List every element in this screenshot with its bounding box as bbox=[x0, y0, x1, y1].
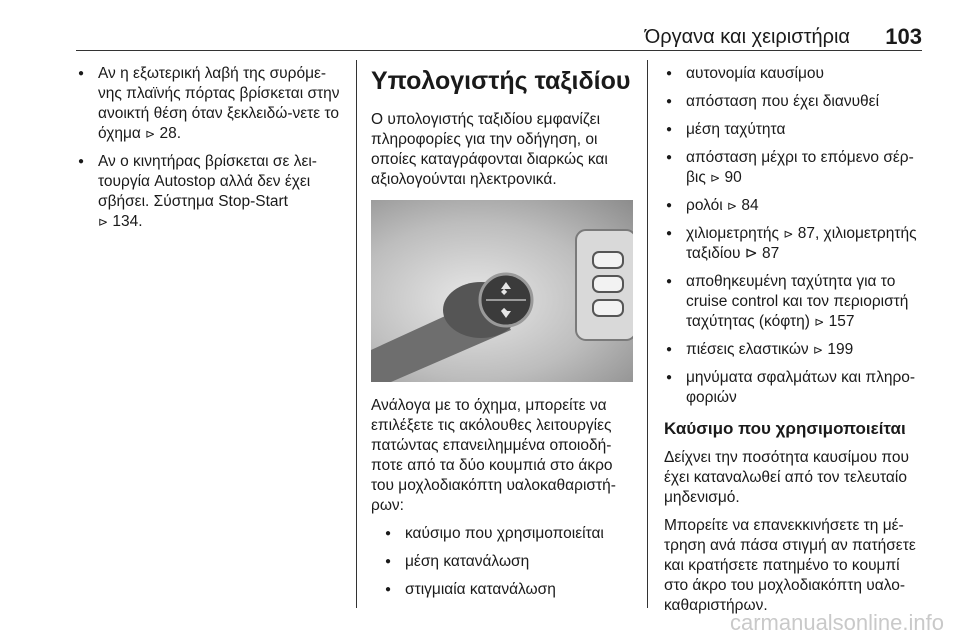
wiper-stalk-photo bbox=[371, 200, 633, 382]
list-item: ● μέση ταχύτητα bbox=[664, 120, 926, 140]
wiper-stalk-illustration bbox=[371, 200, 633, 382]
list-item: ● πιέσεις ελαστικών ⊳ 199 bbox=[664, 340, 926, 360]
column-2 bbox=[371, 64, 633, 608]
col3-bullet-list bbox=[664, 64, 926, 408]
page-ref-icon: ⊳ bbox=[145, 127, 156, 141]
list-item: ● αποθηκευμένη ταχύτητα για το cruise control και τον περιοριστή ταχύτητας (κόφτη) ⊳ 157 bbox=[664, 272, 926, 332]
svg-text:◆: ◆ bbox=[501, 287, 508, 296]
list-item: ● Αν ο κινητήρας βρίσκεται σε λει-τουργία Autostop αλλά δεν έχει σβήσει. Σύστημα Stop-Start ⊳ 134. bbox=[76, 152, 344, 232]
page-number: 103 bbox=[885, 24, 922, 49]
functions-paragraph: Ανάλογα με το όχημα, μπορείτε να επιλέξετε τις ακόλουθες λειτουργίες πατώντας επανειλημμένα οποιοδή-ποτε από τα δύο κουμπιά στο άκρο του μοχλοδιακόπτη υαλοκαθαριστή-ρων: bbox=[371, 397, 616, 514]
page-ref[interactable]: 28. bbox=[159, 125, 182, 142]
intro-paragraph: Ο υπολογιστής ταξιδίου εμφανίζει πληροφορίες για την οδήγηση, οι οποίες καταγράφονται διαρκώς και αξιολογούνται ηλεκτρονικά. bbox=[371, 111, 608, 188]
column-3 bbox=[664, 64, 926, 624]
page-ref[interactable]: 199 bbox=[827, 341, 854, 358]
list-item: ● ρολόι ⊳ 84 bbox=[664, 196, 926, 216]
page-header bbox=[0, 0, 960, 52]
list-item: ● απόσταση μέχρι το επόμενο σέρ-βις ⊳ 90 bbox=[664, 148, 926, 188]
reset-paragraph: Μπορείτε να επανεκκινήσετε τη μέ-τρηση ανά πάσα στιγμή αν πατήσετε και κρατήσετε πατημένο το κουμπί στο άκρο του μοχλοδιακόπτη υαλο-καθαριστήρων. bbox=[664, 517, 916, 614]
list-item: ● χιλιομετρητής ⊳ 87, χιλιομετρητής ταξιδίου ⊳ 87 bbox=[664, 224, 926, 264]
watermark: carmanualsonline.info bbox=[729, 610, 944, 635]
list-item: ● αυτονομία καυσίμου bbox=[664, 64, 926, 84]
col1-bullet-list bbox=[76, 64, 344, 232]
page-ref-icon: ⊳ bbox=[783, 227, 794, 241]
page-ref[interactable]: 90 bbox=[724, 169, 742, 186]
subsection-heading: Καύσιμο που χρησιμοποιείται bbox=[664, 419, 906, 438]
page-ref-icon: ⊳ bbox=[727, 199, 738, 213]
column-1 bbox=[76, 64, 344, 240]
list-item: ● στιγμιαία κατανάλωση bbox=[371, 580, 633, 600]
header-divider bbox=[76, 50, 922, 51]
list-item: ● μηνύματα σφαλμάτων και πληρο-φοριών bbox=[664, 368, 926, 408]
list-item: ● καύσιμο που χρησιμοποιείται bbox=[371, 524, 633, 544]
page-ref-icon: ⊳ bbox=[98, 215, 109, 229]
page-section-title: Όργανα και χειριστήρια bbox=[644, 26, 850, 48]
list-item: ● Αν η εξωτερική λαβή της συρόμε-νης πλαϊνής πόρτας βρίσκεται στην ανοικτή θέση όταν ξεκλειδώ-νετε το όχημα ⊳ 28. bbox=[76, 64, 344, 144]
page-ref[interactable]: 84 bbox=[741, 197, 759, 214]
fuel-used-paragraph: Δείχνει την ποσότητα καυσίμου που έχει καταναλωθεί από τον τελευταίο μηδενισμό. bbox=[664, 449, 909, 506]
svg-text:◆: ◆ bbox=[501, 306, 508, 315]
page-ref[interactable]: 87, χιλιομετρητής ταξιδίου ⊳ 87 bbox=[686, 225, 917, 262]
page-ref-icon: ⊳ bbox=[813, 343, 824, 357]
page-ref[interactable]: 134. bbox=[112, 213, 143, 230]
column-divider-1 bbox=[356, 60, 357, 608]
list-item: ● μέση κατανάλωση bbox=[371, 552, 633, 572]
list-item: ● απόσταση που έχει διανυθεί bbox=[664, 92, 926, 112]
page-ref[interactable]: 157 bbox=[828, 313, 855, 330]
page-ref-icon: ⊳ bbox=[814, 315, 825, 329]
col2-bullet-list bbox=[371, 524, 633, 600]
column-divider-2 bbox=[647, 60, 648, 608]
page-ref-icon: ⊳ bbox=[710, 171, 721, 185]
section-heading: Υπολογιστής ταξιδίου bbox=[371, 67, 631, 95]
